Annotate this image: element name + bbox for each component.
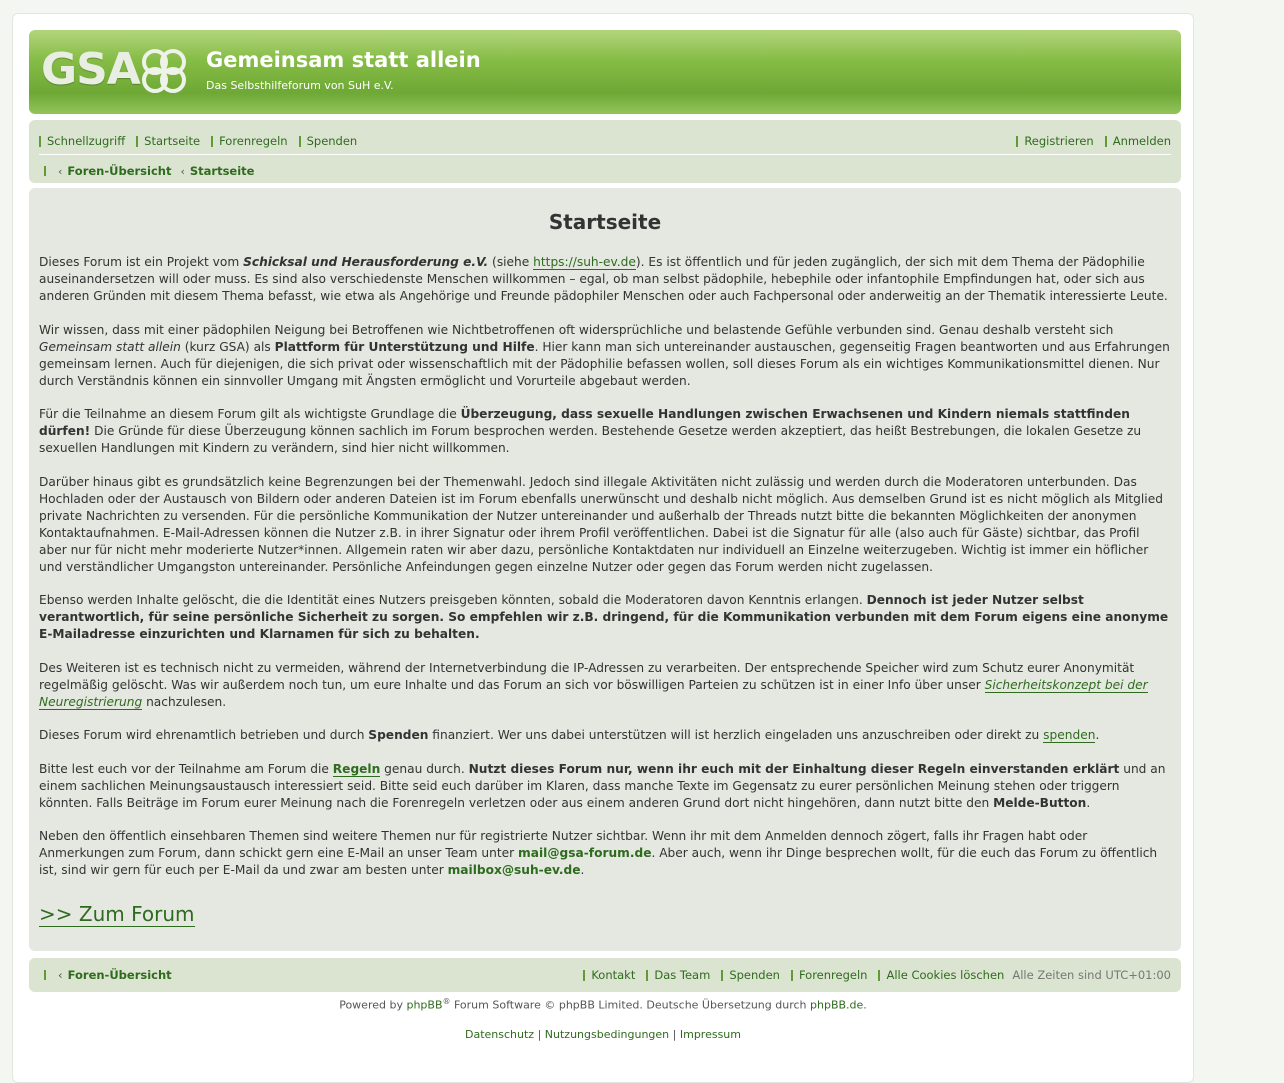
text: . Hier kann man sich untereinander austauschen, gegenseitig Fragen beantworten und aus Erfahrungen gemeinsam lernen. Auch für diejenigen, die sich privat oder wissenschaftlich mit der Pädophilie befassen wollen, soll dieses Forum als ein wichtiges Kommunikationsmittel dienen. Nur durch Verständnis können ein sinnvoller Umgang mit Ängsten ermöglicht und Vorurteile abgebaut werden.: [39, 339, 1170, 388]
site-description: Das Selbsthilfeforum von SuH e.V.: [206, 79, 394, 92]
home-icon: [136, 136, 138, 147]
phpbb-de-link[interactable]: phpBB.de: [810, 998, 864, 1012]
imprint-link[interactable]: Impressum: [679, 1028, 741, 1041]
delete-cookies-link[interactable]: [878, 968, 1004, 982]
text-emphasis: Gemeinsam statt allein: [39, 339, 181, 354]
phpbb-link[interactable]: phpBB: [406, 998, 443, 1012]
text: .: [1095, 728, 1100, 742]
text-strong: Spenden: [368, 728, 429, 742]
text: Dieses Forum ist ein Projekt vom: [39, 255, 244, 269]
legal-links: [13, 1028, 1193, 1041]
user-plus-icon: [1016, 136, 1018, 147]
nav-rules[interactable]: [211, 134, 288, 148]
donate-icon: [299, 136, 301, 147]
paragraph-3: [39, 406, 1171, 457]
footer-navbar: [29, 958, 1181, 992]
text-strong: Überzeugung, dass sexuelle Handlungen zwischen Erwachsenen und Kindern niemals stattfinden dürfen!: [39, 407, 1130, 438]
suh-website-link[interactable]: https://suh-ev.de: [533, 255, 636, 269]
nav-label: Spenden: [306, 134, 358, 148]
register-link[interactable]: [1016, 134, 1093, 148]
text-emphasis: Schicksal und Herausforderung e.V.: [243, 255, 489, 269]
paragraph-9: [39, 828, 1171, 879]
nav-label: Spenden: [729, 968, 780, 982]
nav-label: Anmelden: [1112, 134, 1171, 148]
text: Ebenso werden Inhalte gelöscht, die die Identität eines Nutzers preisgeben könnten, sobald die Moderatoren davon Kenntnis erlangen.: [39, 593, 867, 607]
breadcrumb-startseite[interactable]: Startseite: [189, 164, 255, 178]
text: Powered by: [339, 998, 407, 1012]
text: . Aber auch, wenn ihr Dinge besprechen wollt, für die euch das Forum zu öffentlich ist, sind wir gern für euch per E-Mail da und zwar am besten unter: [39, 846, 1158, 877]
text: Forum Software © phpBB Limited. Deutsche Übersetzung durch: [450, 998, 811, 1012]
footer-contact-link[interactable]: [583, 968, 635, 982]
nav-label: Das Team: [654, 968, 711, 982]
logo-text: GSA: [41, 44, 140, 95]
text: Wir wissen, dass mit einer pädophilen Neigung bei Betroffenen wie Nichtbetroffenen oft widersprüchliche und belastende Gefühle verbunden sind. Genau deshalb versteht sich: [39, 322, 1114, 337]
paragraph-8: [39, 761, 1171, 812]
page-content: [39, 254, 1171, 896]
timezone-info: Alle Zeiten sind UTC+01:00: [1012, 968, 1171, 982]
nav-label: Forenregeln: [219, 134, 288, 148]
logo-knot-icon: [137, 44, 191, 98]
login-icon: [1105, 136, 1107, 147]
paragraph-6: [39, 660, 1171, 711]
nav-label: Forenregeln: [798, 968, 868, 982]
text: (kurz GSA) als: [180, 339, 275, 354]
text: Die Gründe für diese Überzeugung können sachlich im Forum besprochen werden. Bestehende Gesetze werden akzeptiert, das heißt Bestrebungen, die lokalen Gesetze zu sexuellen Handlungen mit Kindern zu verändern, sind hier nicht willkommen.: [39, 424, 1142, 455]
text: Bitte lest euch vor der Teilnahme am Forum die: [39, 761, 333, 776]
terms-link[interactable]: Nutzungsbedingungen: [544, 1028, 670, 1041]
text: Dieses Forum wird ehrenamtlich betrieben und durch: [39, 728, 369, 742]
text: genau durch.: [380, 761, 469, 776]
nav-label: Alle Cookies löschen: [886, 968, 1005, 982]
breadcrumb-forum-index[interactable]: Foren-Übersicht: [67, 164, 172, 178]
footer-donate-link[interactable]: [721, 968, 780, 982]
breadcrumb-separator: ‹: [58, 164, 63, 178]
text-strong: Plattform für Unterstützung und Hilfe: [274, 339, 535, 354]
nav-label: Kontakt: [591, 968, 636, 982]
paragraph-5: [39, 592, 1171, 643]
nav-label: Startseite: [144, 134, 201, 148]
site-header: [29, 30, 1181, 114]
text: ®: [442, 997, 451, 1006]
breadcrumb-separator: ‹: [58, 968, 63, 982]
text: ). Es ist öffentlich und für jeden zugänglich, der sich mit dem Thema der Pädophilie auseinandersetzen will oder muss. Es sind also verschiedenste Menschen willkommen – egal, ob man selbst pädophile, hebephile oder infantophile Empfindungen hat, oder sich aus anderen Gründen mit diesem Thema befasst, wie etwa als Angehörige und Freunde pädophiler Menschen oder auch Fachpersonal oder anderweitig an der Thematik interessierte Leute.: [39, 255, 1168, 303]
trash-icon: [878, 970, 880, 981]
text: Des Weiteren ist es technisch nicht zu vermeiden, während der Internetverbindung die IP-Adressen zu verarbeiten. Der entsprechende Speicher wird zum Schutz eurer Anonymität regelmäßig gelöscht. Was wir außerdem noch tun, um eure Inhalte und das Forum an sich vor böswilligen Parteien zu schützen ist in einer Info über unser: [39, 660, 1135, 692]
book-icon: [791, 970, 793, 981]
go-to-forum-link[interactable]: >> Zum Forum: [39, 902, 195, 926]
text-strong: Melde-Button: [993, 795, 1087, 810]
text: .: [863, 998, 867, 1012]
text: und an einem sachlichen Meinungsaustausch interessiert seid. Bitte seid euch darüber im Klaren, dass manche Texte im Gegensatz zu eurer persönlichen Meinung stehen oder triggern könnten. Falls Beiträge im Forum eurer Meinung nach die Forenregeln verletzen oder aus einem anderen Grund dort nicht hingehören, dann nutzt bitte den: [39, 761, 1166, 810]
nav-home[interactable]: [136, 134, 200, 148]
donate-icon: [721, 970, 723, 981]
copyright: [13, 997, 1193, 1012]
site-logo[interactable]: [41, 42, 191, 98]
paragraph-1: [39, 254, 1171, 305]
rules-link[interactable]: Regeln: [332, 761, 381, 776]
page-title: Startseite: [548, 210, 662, 234]
page-wrapper: [12, 13, 1194, 1083]
breadcrumb: [42, 164, 254, 178]
paragraph-2: [39, 322, 1171, 390]
footer-breadcrumb: [42, 968, 172, 982]
footer-team-link[interactable]: [646, 968, 710, 982]
book-icon: [211, 136, 213, 147]
text: finanziert. Wer uns dabei unterstützen will ist herzlich eingeladen uns anzuschreiben oder direkt zu: [428, 728, 1044, 742]
nav-links-row: [39, 128, 1171, 155]
home-icon[interactable]: [44, 970, 49, 980]
text-strong: Dennoch ist jeder Nutzer selbst verantwortlich, für seine persönliche Sicherheit zu sorgen. So empfehlen wir z.B. dringend, für die Kommunikation verbunden mit dem Forum eigens eine anonyme E-Mailadresse einzurichten und Klarnamen für sich zu behalten.: [39, 593, 1169, 641]
nav-label: Schnellzugriff: [47, 134, 126, 148]
text: Für die Teilnahme an diesem Forum gilt als wichtigste Grundlage die: [39, 407, 461, 421]
navbar: [29, 120, 1181, 183]
content-panel: [29, 188, 1181, 951]
bars-icon: [39, 136, 41, 147]
nav-label: Registrieren: [1024, 134, 1094, 148]
legal-separator: |: [672, 1028, 677, 1041]
text: (siehe: [488, 255, 534, 269]
text-strong: Nutzt dieses Forum nur, wenn ihr euch mit der Einhaltung dieser Regeln einverstanden erklärt: [468, 761, 1120, 776]
text: Neben den öffentlich einsehbaren Themen sind weitere Themen nur für registrierte Nutzer sichtbar. Wenn ihr mit dem Anmelden dennoch zögert, falls ihr Fragen habt oder Anmerkungen zum Forum, dann schickt gern eine E-Mail an unser Team unter: [39, 829, 1088, 860]
nav-quick-links[interactable]: [39, 134, 125, 148]
login-link[interactable]: [1105, 134, 1171, 148]
donate-link[interactable]: spenden: [1043, 728, 1096, 742]
nav-donate[interactable]: [299, 134, 358, 148]
home-icon[interactable]: [44, 166, 49, 176]
breadcrumb-forum-index[interactable]: Foren-Übersicht: [67, 968, 172, 982]
mailbox-email-link[interactable]: mailbox@suh-ev.de: [447, 863, 581, 877]
text: .: [580, 863, 585, 877]
footer-links: [572, 968, 1171, 982]
text: .: [1086, 795, 1091, 810]
legal-separator: |: [537, 1028, 542, 1041]
breadcrumb-separator: ‹: [180, 164, 185, 178]
paragraph-7: [39, 727, 1171, 744]
privacy-link[interactable]: Datenschutz: [464, 1028, 535, 1041]
paragraph-4: Darüber hinaus gibt es grundsätzlich keine Begrenzungen bei der Themenwahl. Jedoch sind illegale Aktivitäten nicht zulässig und werden durch die Moderatoren unterbunden. Das Hochladen oder der Austausch von Bildern oder anderen Dateien ist im Forum ebenfalls unerwünscht und deshalb nicht möglich. Aus demselben Grund ist es nicht möglich als Mitglied private Nachrichten zu versenden. Für die persönliche Kommunikation der Nutzer untereinander und außerhalb der Threads nutzt bitte die bekannten Möglichkeiten der anonymen Kontaktaufnahmen. E-Mail-Adressen können die Nutzer z.B. in ihrer Signatur oder ihrem Profil veröffentlichen. Dabei ist die Signatur für alle (also auch für Gäste) sichtbar, das Profil aber nur für nicht mehr moderierte Nutzer*innen. Allgemein raten wir aber dazu, persönliche Kontaktdaten nur individuell an Einzelne weiterzugeben. Wichtig ist immer ein höflicher und verständlicher Umgangston untereinander. Persönliche Anfeindungen gegen einzelne Nutzer oder gegen das Forum werden nicht zugelassen.: [39, 474, 1163, 574]
team-icon: [646, 970, 648, 981]
security-concept-link[interactable]: Sicherheitskonzept bei der Neuregistrierung: [39, 677, 1148, 709]
envelope-icon: [583, 970, 585, 981]
team-email-link[interactable]: mail@gsa-forum.de: [518, 846, 652, 860]
site-title[interactable]: Gemeinsam statt allein: [206, 48, 481, 72]
footer-rules-link[interactable]: [791, 968, 868, 982]
text: nachzulesen.: [142, 694, 227, 709]
